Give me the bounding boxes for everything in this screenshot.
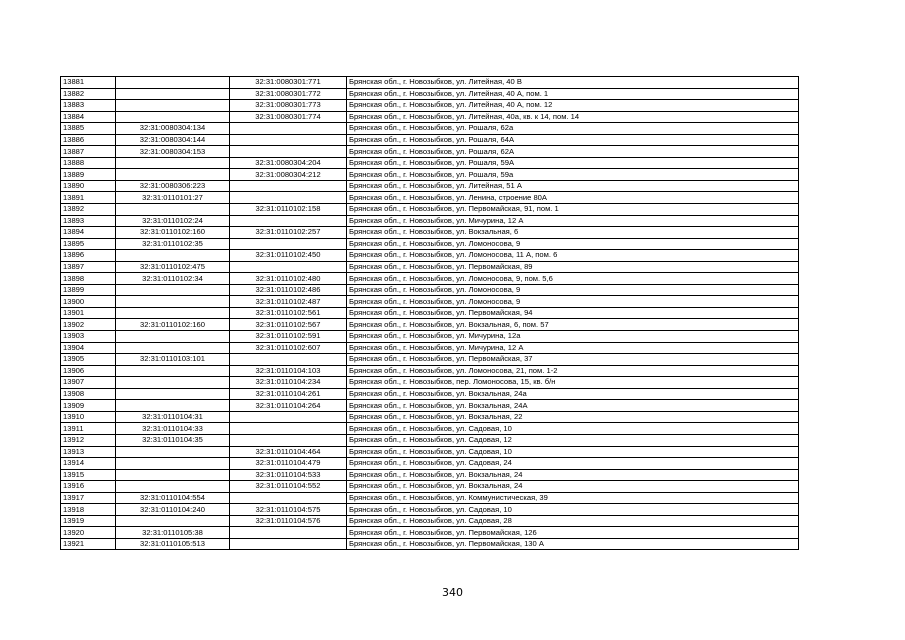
land-plot-cadastral-cell [116,458,230,470]
table-row [61,411,799,423]
land-plot-cadastral-cell [116,296,230,308]
row-number-cell: 13904 [61,342,116,354]
row-number-cell: 13884 [61,111,116,123]
address-cell: Брянская обл., г. Новозыбков, ул. Рошаля, 59а [347,169,799,181]
row-number-cell: 13888 [61,157,116,169]
land-plot-cadastral-cell: 32:31:0110102:34 [116,273,230,285]
table-row [61,365,799,377]
land-plot-cadastral-cell [116,365,230,377]
table-row [61,77,799,89]
building-cadastral-cell: 32:31:0110102:480 [230,273,347,285]
land-plot-cadastral-cell [116,377,230,389]
row-number-cell: 13881 [61,77,116,89]
land-plot-cadastral-cell [116,100,230,112]
table-row [61,111,799,123]
land-plot-cadastral-cell [116,284,230,296]
row-number-cell: 13921 [61,538,116,550]
land-plot-cadastral-cell [116,307,230,319]
address-cell: Брянская обл., г. Новозыбков, пер. Ломоносова, 15, кв. б/н [347,377,799,389]
address-cell: Брянская обл., г. Новозыбков, ул. Ломоносова, 9 [347,284,799,296]
row-number-cell: 13919 [61,515,116,527]
address-cell: Брянская обл., г. Новозыбков, ул. Первомайская, 91, пом. 1 [347,204,799,216]
land-plot-cadastral-cell [116,204,230,216]
address-cell: Брянская обл., г. Новозыбков, ул. Ломоносова, 21, пом. 1-2 [347,365,799,377]
row-number-cell: 13902 [61,319,116,331]
address-cell: Брянская обл., г. Новозыбков, ул. Мичурина, 12 А [347,342,799,354]
table-row [61,180,799,192]
building-cadastral-cell: 32:31:0110104:464 [230,446,347,458]
row-number-cell: 13890 [61,180,116,192]
row-number-cell: 13901 [61,307,116,319]
table-row [61,400,799,412]
building-cadastral-cell: 32:31:0110104:575 [230,504,347,516]
address-cell: Брянская обл., г. Новозыбков, ул. Вокзальная, 22 [347,411,799,423]
land-plot-cadastral-cell: 32:31:0110104:554 [116,492,230,504]
land-plot-cadastral-cell: 32:31:0110101:27 [116,192,230,204]
land-plot-cadastral-cell [116,77,230,89]
land-plot-cadastral-cell: 32:31:0080306:223 [116,180,230,192]
table-row [61,169,799,181]
land-plot-cadastral-cell [116,169,230,181]
land-plot-cadastral-cell: 32:31:0110104:33 [116,423,230,435]
table-row [61,434,799,446]
building-cadastral-cell: 32:31:0110104:103 [230,365,347,377]
registry-table [60,76,799,550]
address-cell: Брянская обл., г. Новозыбков, ул. Ленина, строение 80А [347,192,799,204]
table-row [61,88,799,100]
land-plot-cadastral-cell: 32:31:0110104:35 [116,434,230,446]
land-plot-cadastral-cell [116,342,230,354]
address-cell: Брянская обл., г. Новозыбков, ул. Вокзальная, 24А [347,400,799,412]
address-cell: Брянская обл., г. Новозыбков, ул. Ломоносова, 11 А, пом. 6 [347,250,799,262]
address-cell: Брянская обл., г. Новозыбков, ул. Вокзальная, 24а [347,388,799,400]
row-number-cell: 13920 [61,527,116,539]
table-row [61,238,799,250]
address-cell: Брянская обл., г. Новозыбков, ул. Первомайская, 89 [347,261,799,273]
land-plot-cadastral-cell [116,481,230,493]
table-row [61,446,799,458]
registry-table-body [61,77,799,550]
table-row [61,469,799,481]
building-cadastral-cell: 32:31:0110104:552 [230,481,347,493]
row-number-cell: 13883 [61,100,116,112]
land-plot-cadastral-cell: 32:31:0110102:24 [116,215,230,227]
table-row [61,250,799,262]
building-cadastral-cell: 32:31:0110102:487 [230,296,347,308]
building-cadastral-cell: 32:31:0110104:576 [230,515,347,527]
table-row [61,284,799,296]
building-cadastral-cell [230,423,347,435]
land-plot-cadastral-cell [116,250,230,262]
land-plot-cadastral-cell: 32:31:0110103:101 [116,354,230,366]
table-row [61,492,799,504]
address-cell: Брянская обл., г. Новозыбков, ул. Садовая, 10 [347,446,799,458]
table-row [61,296,799,308]
row-number-cell: 13907 [61,377,116,389]
building-cadastral-cell: 32:31:0080301:774 [230,111,347,123]
row-number-cell: 13887 [61,146,116,158]
land-plot-cadastral-cell: 32:31:0110102:475 [116,261,230,273]
building-cadastral-cell [230,492,347,504]
building-cadastral-cell: 32:31:0110102:567 [230,319,347,331]
address-cell: Брянская обл., г. Новозыбков, ул. Ломоносова, 9, пом. 5,6 [347,273,799,285]
table-row [61,192,799,204]
table-row [61,157,799,169]
row-number-cell: 13905 [61,354,116,366]
land-plot-cadastral-cell: 32:31:0080304:144 [116,134,230,146]
row-number-cell: 13906 [61,365,116,377]
building-cadastral-cell: 32:31:0110104:533 [230,469,347,481]
building-cadastral-cell: 32:31:0080304:204 [230,157,347,169]
table-row [61,423,799,435]
building-cadastral-cell [230,261,347,273]
address-cell: Брянская обл., г. Новозыбков, ул. Мичурина, 12 А [347,215,799,227]
address-cell: Брянская обл., г. Новозыбков, ул. Литейная, 51 А [347,180,799,192]
row-number-cell: 13915 [61,469,116,481]
land-plot-cadastral-cell [116,388,230,400]
table-row [61,215,799,227]
land-plot-cadastral-cell [116,331,230,343]
table-row [61,319,799,331]
address-cell: Брянская обл., г. Новозыбков, ул. Вокзальная, 24 [347,481,799,493]
land-plot-cadastral-cell: 32:31:0080304:134 [116,123,230,135]
building-cadastral-cell: 32:31:0110102:486 [230,284,347,296]
address-cell: Брянская обл., г. Новозыбков, ул. Рошаля, 62а [347,123,799,135]
table-row [61,204,799,216]
row-number-cell: 13897 [61,261,116,273]
row-number-cell: 13885 [61,123,116,135]
table-row [61,504,799,516]
land-plot-cadastral-cell: 32:31:0110104:31 [116,411,230,423]
table-row [61,377,799,389]
row-number-cell: 13894 [61,227,116,239]
address-cell: Брянская обл., г. Новозыбков, ул. Первомайская, 130 А [347,538,799,550]
row-number-cell: 13917 [61,492,116,504]
building-cadastral-cell [230,527,347,539]
building-cadastral-cell: 32:31:0110102:450 [230,250,347,262]
building-cadastral-cell: 32:31:0110102:561 [230,307,347,319]
row-number-cell: 13908 [61,388,116,400]
table-row [61,100,799,112]
building-cadastral-cell [230,434,347,446]
address-cell: Брянская обл., г. Новозыбков, ул. Рошаля, 59А [347,157,799,169]
building-cadastral-cell: 32:31:0080301:771 [230,77,347,89]
land-plot-cadastral-cell: 32:31:0110102:35 [116,238,230,250]
building-cadastral-cell [230,146,347,158]
address-cell: Брянская обл., г. Новозыбков, ул. Вокзальная, 24 [347,469,799,481]
address-cell: Брянская обл., г. Новозыбков, ул. Литейная, 40 А, пом. 1 [347,88,799,100]
row-number-cell: 13886 [61,134,116,146]
address-cell: Брянская обл., г. Новозыбков, ул. Ломоносова, 9 [347,296,799,308]
row-number-cell: 13916 [61,481,116,493]
row-number-cell: 13903 [61,331,116,343]
table-row [61,342,799,354]
address-cell: Брянская обл., г. Новозыбков, ул. Рошаля, 62А [347,146,799,158]
table-row [61,134,799,146]
row-number-cell: 13882 [61,88,116,100]
table-row [61,527,799,539]
building-cadastral-cell: 32:31:0110102:158 [230,204,347,216]
table-row [61,227,799,239]
address-cell: Брянская обл., г. Новозыбков, ул. Литейная, 40 А, пом. 12 [347,100,799,112]
row-number-cell: 13909 [61,400,116,412]
building-cadastral-cell: 32:31:0110104:261 [230,388,347,400]
address-cell: Брянская обл., г. Новозыбков, ул. Садовая, 10 [347,423,799,435]
address-cell: Брянская обл., г. Новозыбков, ул. Садовая, 24 [347,458,799,470]
address-cell: Брянская обл., г. Новозыбков, ул. Литейная, 40а, кв. к 14, пом. 14 [347,111,799,123]
row-number-cell: 13895 [61,238,116,250]
table-row [61,331,799,343]
row-number-cell: 13892 [61,204,116,216]
building-cadastral-cell: 32:31:0110104:479 [230,458,347,470]
building-cadastral-cell [230,123,347,135]
row-number-cell: 13911 [61,423,116,435]
building-cadastral-cell [230,238,347,250]
building-cadastral-cell [230,215,347,227]
address-cell: Брянская обл., г. Новозыбков, ул. Садовая, 28 [347,515,799,527]
land-plot-cadastral-cell [116,446,230,458]
land-plot-cadastral-cell [116,88,230,100]
land-plot-cadastral-cell [116,515,230,527]
table-row [61,146,799,158]
building-cadastral-cell [230,192,347,204]
land-plot-cadastral-cell: 32:31:0080304:153 [116,146,230,158]
row-number-cell: 13914 [61,458,116,470]
building-cadastral-cell: 32:31:0110104:264 [230,400,347,412]
land-plot-cadastral-cell [116,469,230,481]
building-cadastral-cell: 32:31:0110102:591 [230,331,347,343]
table-row [61,388,799,400]
table-row [61,123,799,135]
row-number-cell: 13900 [61,296,116,308]
building-cadastral-cell: 32:31:0080304:212 [230,169,347,181]
address-cell: Брянская обл., г. Новозыбков, ул. Ломоносова, 9 [347,238,799,250]
land-plot-cadastral-cell [116,111,230,123]
address-cell: Брянская обл., г. Новозыбков, ул. Вокзальная, 6 [347,227,799,239]
page-number: 340 [442,586,463,599]
table-row [61,458,799,470]
row-number-cell: 13891 [61,192,116,204]
table-row [61,515,799,527]
building-cadastral-cell [230,354,347,366]
address-cell: Брянская обл., г. Новозыбков, ул. Рошаля, 64А [347,134,799,146]
address-cell: Брянская обл., г. Новозыбков, ул. Первомайская, 94 [347,307,799,319]
building-cadastral-cell: 32:31:0110102:607 [230,342,347,354]
address-cell: Брянская обл., г. Новозыбков, ул. Литейная, 40 В [347,77,799,89]
table-row [61,261,799,273]
row-number-cell: 13918 [61,504,116,516]
building-cadastral-cell: 32:31:0080301:772 [230,88,347,100]
row-number-cell: 13898 [61,273,116,285]
building-cadastral-cell: 32:31:0080301:773 [230,100,347,112]
table-row [61,538,799,550]
row-number-cell: 13910 [61,411,116,423]
land-plot-cadastral-cell: 32:31:0110102:160 [116,319,230,331]
table-row [61,307,799,319]
address-cell: Брянская обл., г. Новозыбков, ул. Садовая, 10 [347,504,799,516]
land-plot-cadastral-cell: 32:31:0110104:240 [116,504,230,516]
building-cadastral-cell: 32:31:0110104:234 [230,377,347,389]
table-row [61,354,799,366]
row-number-cell: 13889 [61,169,116,181]
table-row [61,481,799,493]
row-number-cell: 13913 [61,446,116,458]
land-plot-cadastral-cell: 32:31:0110105:38 [116,527,230,539]
building-cadastral-cell [230,134,347,146]
row-number-cell: 13912 [61,434,116,446]
building-cadastral-cell [230,180,347,192]
address-cell: Брянская обл., г. Новозыбков, ул. Первомайская, 126 [347,527,799,539]
land-plot-cadastral-cell [116,400,230,412]
building-cadastral-cell [230,538,347,550]
table-row [61,273,799,285]
address-cell: Брянская обл., г. Новозыбков, ул. Коммунистическая, 39 [347,492,799,504]
address-cell: Брянская обл., г. Новозыбков, ул. Мичурина, 12а [347,331,799,343]
building-cadastral-cell: 32:31:0110102:257 [230,227,347,239]
address-cell: Брянская обл., г. Новозыбков, ул. Садовая, 12 [347,434,799,446]
address-cell: Брянская обл., г. Новозыбков, ул. Вокзальная, 6, пом. 57 [347,319,799,331]
land-plot-cadastral-cell: 32:31:0110105:513 [116,538,230,550]
building-cadastral-cell [230,411,347,423]
row-number-cell: 13893 [61,215,116,227]
row-number-cell: 13899 [61,284,116,296]
land-plot-cadastral-cell [116,157,230,169]
address-cell: Брянская обл., г. Новозыбков, ул. Первомайская, 37 [347,354,799,366]
row-number-cell: 13896 [61,250,116,262]
land-plot-cadastral-cell: 32:31:0110102:160 [116,227,230,239]
